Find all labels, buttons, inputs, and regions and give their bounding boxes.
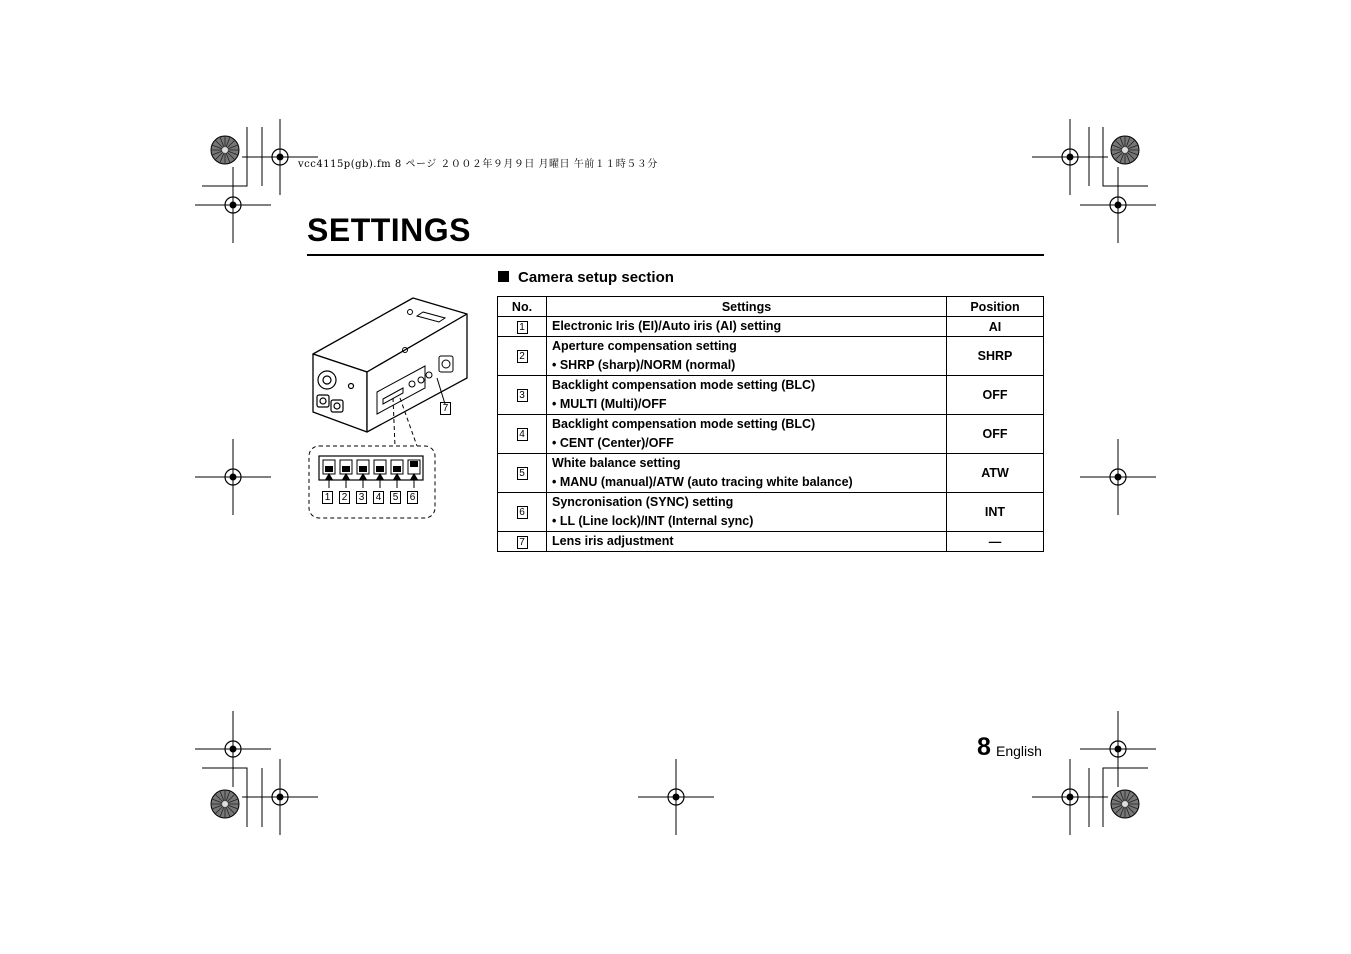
switch-label: 5 <box>390 491 401 504</box>
crosshair-icon <box>1032 759 1108 835</box>
crosshair-icon <box>638 759 714 835</box>
settings-table <box>497 296 1044 552</box>
table-row <box>498 415 1044 454</box>
crosshair-icon <box>1032 119 1108 195</box>
crosshair-icon <box>195 167 271 243</box>
page-title: SETTINGS <box>307 212 472 248</box>
switch-label: 6 <box>407 491 418 504</box>
column-header-no: No. <box>498 297 547 317</box>
row-number: 2 <box>517 350 528 363</box>
callout-label-7: 7 <box>440 402 451 415</box>
crosshair-icon <box>1080 167 1156 243</box>
crosshair-icon <box>195 711 271 787</box>
crosshair-icon <box>195 439 271 515</box>
setting-name: Aperture compensation setting <box>552 339 737 353</box>
table-row <box>498 317 1044 337</box>
position-value: ATW <box>947 454 1044 493</box>
table-row <box>498 493 1044 532</box>
print-header: vcc4115p(gb).fm 8 ページ ２００２年９月９日 月曜日 午前１１時５３分 <box>298 159 658 170</box>
square-bullet-icon <box>498 271 509 282</box>
crosshair-icon <box>1080 439 1156 515</box>
setting-name: Syncronisation (SYNC) setting <box>552 495 734 509</box>
table-row <box>498 532 1044 552</box>
star-target-icon <box>211 790 239 818</box>
page-number: 8 <box>977 733 991 761</box>
setting-name: Lens iris adjustment <box>552 534 674 548</box>
table-row <box>498 454 1044 493</box>
camera-illustration <box>305 292 490 522</box>
table-row <box>498 376 1044 415</box>
crosshair-icon <box>242 759 318 835</box>
switch-label-row <box>322 491 424 507</box>
switch-label: 2 <box>339 491 350 504</box>
column-header-position: Position <box>947 297 1044 317</box>
table-row <box>498 337 1044 376</box>
setting-name: Backlight compensation mode setting (BLC) <box>552 417 816 431</box>
position-value: SHRP <box>947 337 1044 376</box>
position-value: — <box>947 532 1044 552</box>
row-number: 5 <box>517 467 528 480</box>
column-header-settings: Settings <box>547 297 947 317</box>
row-number: 3 <box>517 389 528 402</box>
position-value: OFF <box>947 376 1044 415</box>
switch-label: 3 <box>356 491 367 504</box>
setting-name: Backlight compensation mode setting (BLC) <box>552 378 816 392</box>
setting-options: • MANU (manual)/ATW (auto tracing white balance) <box>552 475 853 489</box>
setting-name: White balance setting <box>552 456 681 470</box>
page-language: English <box>996 743 1042 759</box>
title-divider <box>307 254 1044 256</box>
setting-name: Electronic Iris (EI)/Auto iris (AI) setting <box>552 319 782 333</box>
setting-options: • MULTI (Multi)/OFF <box>552 397 667 411</box>
switch-label: 4 <box>373 491 384 504</box>
star-target-icon <box>1111 790 1139 818</box>
setting-options: • LL (Line lock)/INT (Internal sync) <box>552 514 754 528</box>
switch-label: 1 <box>322 491 333 504</box>
position-value: INT <box>947 493 1044 532</box>
position-value: OFF <box>947 415 1044 454</box>
crosshair-icon <box>1080 711 1156 787</box>
setting-options: • CENT (Center)/OFF <box>552 436 674 450</box>
row-number: 7 <box>517 536 528 549</box>
section-heading: Camera setup section <box>498 269 674 286</box>
row-number: 4 <box>517 428 528 441</box>
row-number: 1 <box>517 321 528 334</box>
table-header-row <box>498 297 1044 317</box>
setting-options: • SHRP (sharp)/NORM (normal) <box>552 358 736 372</box>
position-value: AI <box>947 317 1044 337</box>
row-number: 6 <box>517 506 528 519</box>
star-target-icon <box>1111 136 1139 164</box>
star-target-icon <box>211 136 239 164</box>
